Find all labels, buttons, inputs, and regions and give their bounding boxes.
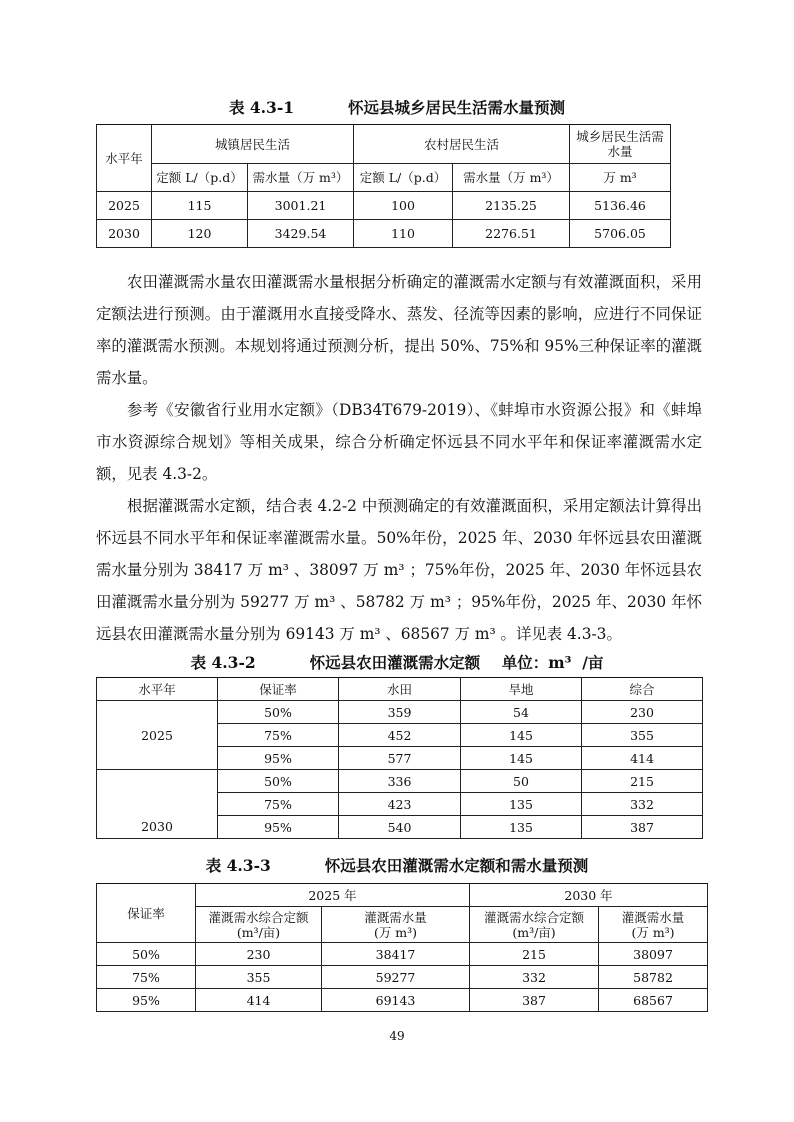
cell: 95%	[218, 747, 339, 770]
cell: 75%	[218, 724, 339, 747]
header-total: 城乡居民生活需水量	[570, 125, 671, 164]
cell: 135	[461, 793, 582, 816]
header-level-year: 水平年	[97, 125, 152, 192]
cell: 75%	[218, 793, 339, 816]
cell: 332	[582, 793, 703, 816]
cell: 5136.46	[570, 192, 671, 220]
header-2030-water: 灌溉需水量 (万 m³)	[599, 907, 708, 943]
cell: 95%	[97, 989, 196, 1012]
table3-caption: 表 4.3-3 怀远县农田灌溉需水定额和需水量预测	[205, 856, 589, 875]
header-rate: 保证率	[97, 884, 196, 943]
cell: 100	[354, 192, 453, 220]
cell: 50	[461, 770, 582, 793]
header-rural-quota: 定额 L/（p.d）	[354, 164, 453, 192]
table-row	[97, 943, 708, 966]
header-rural: 农村居民生活	[354, 125, 570, 164]
cell: 215	[470, 943, 599, 966]
table1-caption: 表 4.3-1 怀远县城乡居民生活需水量预测	[228, 98, 566, 117]
cell: 115	[152, 192, 248, 220]
cell: 54	[461, 701, 582, 724]
cell: 95%	[218, 816, 339, 839]
table-row	[97, 989, 708, 1012]
cell: 414	[582, 747, 703, 770]
cell: 68567	[599, 989, 708, 1012]
cell: 145	[461, 747, 582, 770]
cell: 355	[196, 966, 322, 989]
cell-year: 2025	[97, 192, 152, 220]
header-2030: 2030 年	[470, 884, 708, 907]
cell-year: 2030	[97, 220, 152, 248]
table-row	[97, 770, 703, 793]
body-text	[96, 266, 702, 650]
cell: 75%	[97, 966, 196, 989]
header-paddy: 水田	[339, 678, 461, 701]
cell-year: 2030	[97, 770, 218, 839]
cell: 50%	[218, 770, 339, 793]
cell: 355	[582, 724, 703, 747]
table-row	[97, 966, 708, 989]
header-dryland: 旱地	[461, 678, 582, 701]
cell: 2276.51	[453, 220, 570, 248]
paragraph: 农田灌溉需水量农田灌溉需水量根据分析确定的灌溉需水定额与有效灌溉面积，采用定额法进行预测。由于灌溉用水直接受降水、蒸发、径流等因素的影响，应进行不同保证率的灌溉需水预测。本规划将通过预测分析，提出 50%、75%和 95%三种保证率的灌溉需水量。	[96, 273, 702, 387]
cell: 359	[339, 701, 461, 724]
cell: 423	[339, 793, 461, 816]
cell: 230	[196, 943, 322, 966]
cell: 387	[470, 989, 599, 1012]
cell: 3001.21	[248, 192, 354, 220]
table2-caption: 表 4.3-2 怀远县农田灌溉需水定额 单位：m³ /亩	[190, 653, 604, 672]
cell: 120	[152, 220, 248, 248]
table1	[96, 124, 671, 248]
cell: 5706.05	[570, 220, 671, 248]
table-row	[97, 220, 671, 248]
cell: 540	[339, 816, 461, 839]
header-rural-water: 需水量（万 m³）	[453, 164, 570, 192]
header-2025-quota: 灌溉需水综合定额 (m³/亩)	[196, 907, 322, 943]
table-row	[97, 701, 703, 724]
table-row	[97, 192, 671, 220]
cell: 577	[339, 747, 461, 770]
header-urban-quota: 定额 L/（p.d）	[152, 164, 248, 192]
cell: 110	[354, 220, 453, 248]
cell: 38097	[599, 943, 708, 966]
cell: 3429.54	[248, 220, 354, 248]
paragraph: 根据灌溉需水定额，结合表 4.2-2 中预测确定的有效灌溉面积，采用定额法计算得出怀远县不同水平年和保证率灌溉需水量。50%年份，2025 年、2030 年怀远县农田灌溉需水量分别为 38417 万 m³ 、38097 万 m³ ；75%年份，2025 年、2030 年怀远县农田灌溉需水量分别为 59277 万 m³ 、58782 万 m³ ；95%年份，2025 年、2030 年怀远县农田灌溉需水量分别为 69143 万 m³ 、68567 万 m³ 。详见表 4.3-3。	[96, 497, 702, 643]
cell: 69143	[322, 989, 470, 1012]
cell-year: 2025	[97, 701, 218, 770]
header-rate: 保证率	[218, 678, 339, 701]
header-2025: 2025 年	[196, 884, 470, 907]
cell: 332	[470, 966, 599, 989]
cell: 2135.25	[453, 192, 570, 220]
cell: 215	[582, 770, 703, 793]
cell: 135	[461, 816, 582, 839]
header-2030-quota: 灌溉需水综合定额 (m³/亩)	[470, 907, 599, 943]
cell: 414	[196, 989, 322, 1012]
cell: 230	[582, 701, 703, 724]
table2	[96, 677, 703, 839]
paragraph: 参考《安徽省行业用水定额》（DB34T679-2019）、《蚌埠市水资源公报》和《蚌埠市水资源综合规划》等相关成果，综合分析确定怀远县不同水平年和保证率灌溉需水定额，见表 4.3-2。	[96, 401, 702, 483]
cell: 50%	[97, 943, 196, 966]
cell: 59277	[322, 966, 470, 989]
header-combined: 综合	[582, 678, 703, 701]
header-total-unit: 万 m³	[570, 164, 671, 192]
cell: 50%	[218, 701, 339, 724]
table3	[96, 883, 708, 1012]
header-urban-water: 需水量（万 m³）	[248, 164, 354, 192]
page-number: 49	[389, 1029, 405, 1043]
cell: 58782	[599, 966, 708, 989]
header-2025-water: 灌溉需水量 (万 m³)	[322, 907, 470, 943]
cell: 145	[461, 724, 582, 747]
cell: 452	[339, 724, 461, 747]
cell: 336	[339, 770, 461, 793]
header-urban: 城镇居民生活	[152, 125, 354, 164]
cell: 387	[582, 816, 703, 839]
header-level-year: 水平年	[97, 678, 218, 701]
cell: 38417	[322, 943, 470, 966]
